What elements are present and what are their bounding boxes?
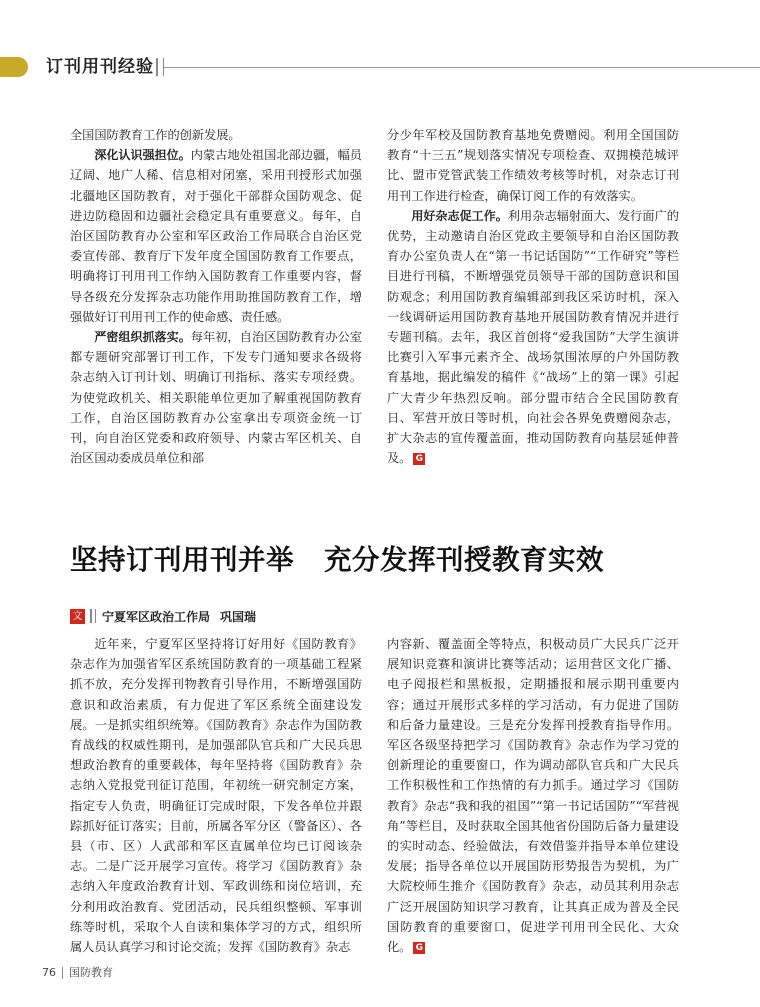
header-divider-bars — [156, 58, 164, 76]
top-right-column — [387, 125, 679, 468]
paragraph-lead: 用好杂志促工作。 — [411, 208, 508, 223]
article-title-part2: 充分发挥刊授教育实效 — [324, 544, 604, 576]
paragraph — [387, 125, 679, 206]
byline-divider — [90, 609, 96, 623]
article-end-icon: G — [413, 453, 425, 465]
section-title: 订刊用刊经验 — [46, 57, 154, 77]
byline — [70, 609, 256, 625]
paragraph-lead: 严密组织抓落实。 — [94, 330, 191, 345]
paragraph-text: 内容新、覆盖面全等特点，积极动员广大民兵广泛开展知识竞赛和演讲比赛等活动；运用营区文化广播、电子阅报栏和黑板报，定期播报和展示期刊重要内容；通过开展形式多样的学习活动，有力促进了国防和后备力量建设。三是充分发挥刊授教育指导作用。军区各级坚持把学习《国防教育》杂志作为学习党的创新理论的重要窗口，作为调动部队官兵和广大民兵工作积极性和工作热情的有力抓手。通过学习《国防教育》杂志“我和我的祖国”“第一书记话国防”“军营视角”等栏目，及时获取全国其他省份国防后备力量建设的实时动态、经验做法，有效借鉴并指导本单位建设发展；指导各单位以开展国防形势报告为契机，为广大院校师生推介《国防教育》杂志，动员其利用杂志广泛开展国防知识学习教育，让其真正成为普及全民国防教育的重要窗口，促进学刊用刊全民化、大众化。 — [387, 637, 679, 955]
paragraph-text: 近年来，宁夏军区坚持将订好用好《国防教育》杂志作为加强省军区系统国防教育的一项基础工程紧抓不放，充分发挥刊物教育引导作用，不断增强国防意识和政治素质，有力促进了军区系统全面建设发展。一是抓实组织统筹。《国防教育》杂志作为国防教育战线的权威性期刊，是加强部队官兵和广大民兵思想政治教育的重要载体，每年坚持将《国防教育》杂志纳入党报党刊征订范围，年初统一研究制定方案，指定专人负责，明确征订完成时限，下发各单位并跟踪抓好征订落实；目前，所属各军分区（警备区）、各县（市、区）人武部和军区直属单位均已订阅该杂志。二是广泛开展学习宣传。将学习《国防教育》杂志纳入年度政治教育计划、军政训练和岗位培训，充分利用政治教育、党团活动，民兵组织整顿、军事训练等时机，采取个人自读和集体学习的方式，组织所属人员认真学习和讨论交流；发挥《国防教育》杂志 — [70, 637, 362, 955]
paragraph — [387, 206, 679, 469]
paragraph — [70, 327, 362, 468]
article-title-part1: 坚持订刊用刊并举 — [70, 544, 294, 576]
section-header — [0, 55, 760, 79]
byline-author: 巩国瑞 — [220, 610, 257, 624]
paragraph — [70, 125, 362, 145]
paragraph-text: 内蒙古地处祖国北部边疆，幅员辽阔、地广人稀、信息相对闭塞，采用刊授形式加强北疆地区国防教育，对于强化干部群众国防观念、促进边防稳固和边疆社会稳定具有重要意义。每年，自治区国防教育办公室和军区政治工作局联合自治区党委宣传部、教育厅下发年度全国国防教育工作要点，明确将订刊用刊工作纳入国防教育工作重要内容，督导各级充分发挥杂志功能作用助推国防教育工作，增强做好订刊用刊工作的使命感、责任感。 — [70, 148, 362, 324]
magazine-name: 国防教育 — [69, 966, 113, 979]
byline-label: 文 — [70, 609, 85, 624]
paragraph-text: 全国国防教育工作的创新发展。 — [70, 128, 241, 142]
page-footer — [42, 965, 113, 981]
paragraph-text: 分少年军校及国防教育基地免费赠阅。利用全国国防教育“十三五”规划落实情况专项检查、双拥模范城评比、盟市党管武装工作绩效考核等时机，对杂志订刊用刊工作进行检查，确保订阅工作的有效落实。 — [387, 128, 679, 203]
paragraph — [70, 634, 362, 957]
paragraph — [387, 634, 679, 957]
bottom-left-column — [70, 634, 362, 957]
bottom-right-column — [387, 634, 679, 957]
footer-divider — [62, 967, 63, 979]
paragraph — [70, 145, 362, 327]
page-number: 76 — [42, 966, 56, 979]
header-rule — [164, 67, 760, 68]
article-title — [70, 537, 710, 577]
paragraph-text: 每年初，自治区国防教育办公室都专题研究部署订刊工作，下发专门通知要求各级将杂志纳入订刊计划、明确订刊指标、落实专项经费。为使党政机关、相关职能单位更加了解重视国防教育工作，自治区国防教育办公室拿出专项资金统一订刊，向自治区党委和政府领导、内蒙古军区机关、自治区国动委成员单位和部 — [70, 330, 362, 466]
section-tab-marker — [0, 57, 28, 77]
top-left-column — [70, 125, 362, 468]
paragraph-text: 利用杂志辐射面大、发行面广的优势，主动邀请自治区党政主要领导和自治区国防教育办公室负责人在“第一书记话国防”“工作研究”等栏目进行刊稿，不断增强党员领导干部的国防意识和国防观念；利用国防教育编辑部到我区采访时机，深入一线调研运用国防教育基地开展国防教育情况并进行专题刊稿。去年，我区首创将“爱我国防”大学生演讲比赛引入军事元素齐全、战场氛围浓厚的户外国防教育基地，据此编发的稿件《“战场”上的第一课》引起广大青少年热烈反响。部分盟市结合全民国防教育日、军营开放日等时机，向社会各界免费赠阅杂志，扩大杂志的宣传覆盖面，推动国防教育向基层延伸普及。 — [387, 208, 679, 466]
byline-org: 宁夏军区政治工作局 — [102, 610, 211, 624]
paragraph-lead: 深化认识强担位。 — [94, 148, 191, 163]
article-end-icon: G — [413, 942, 425, 954]
